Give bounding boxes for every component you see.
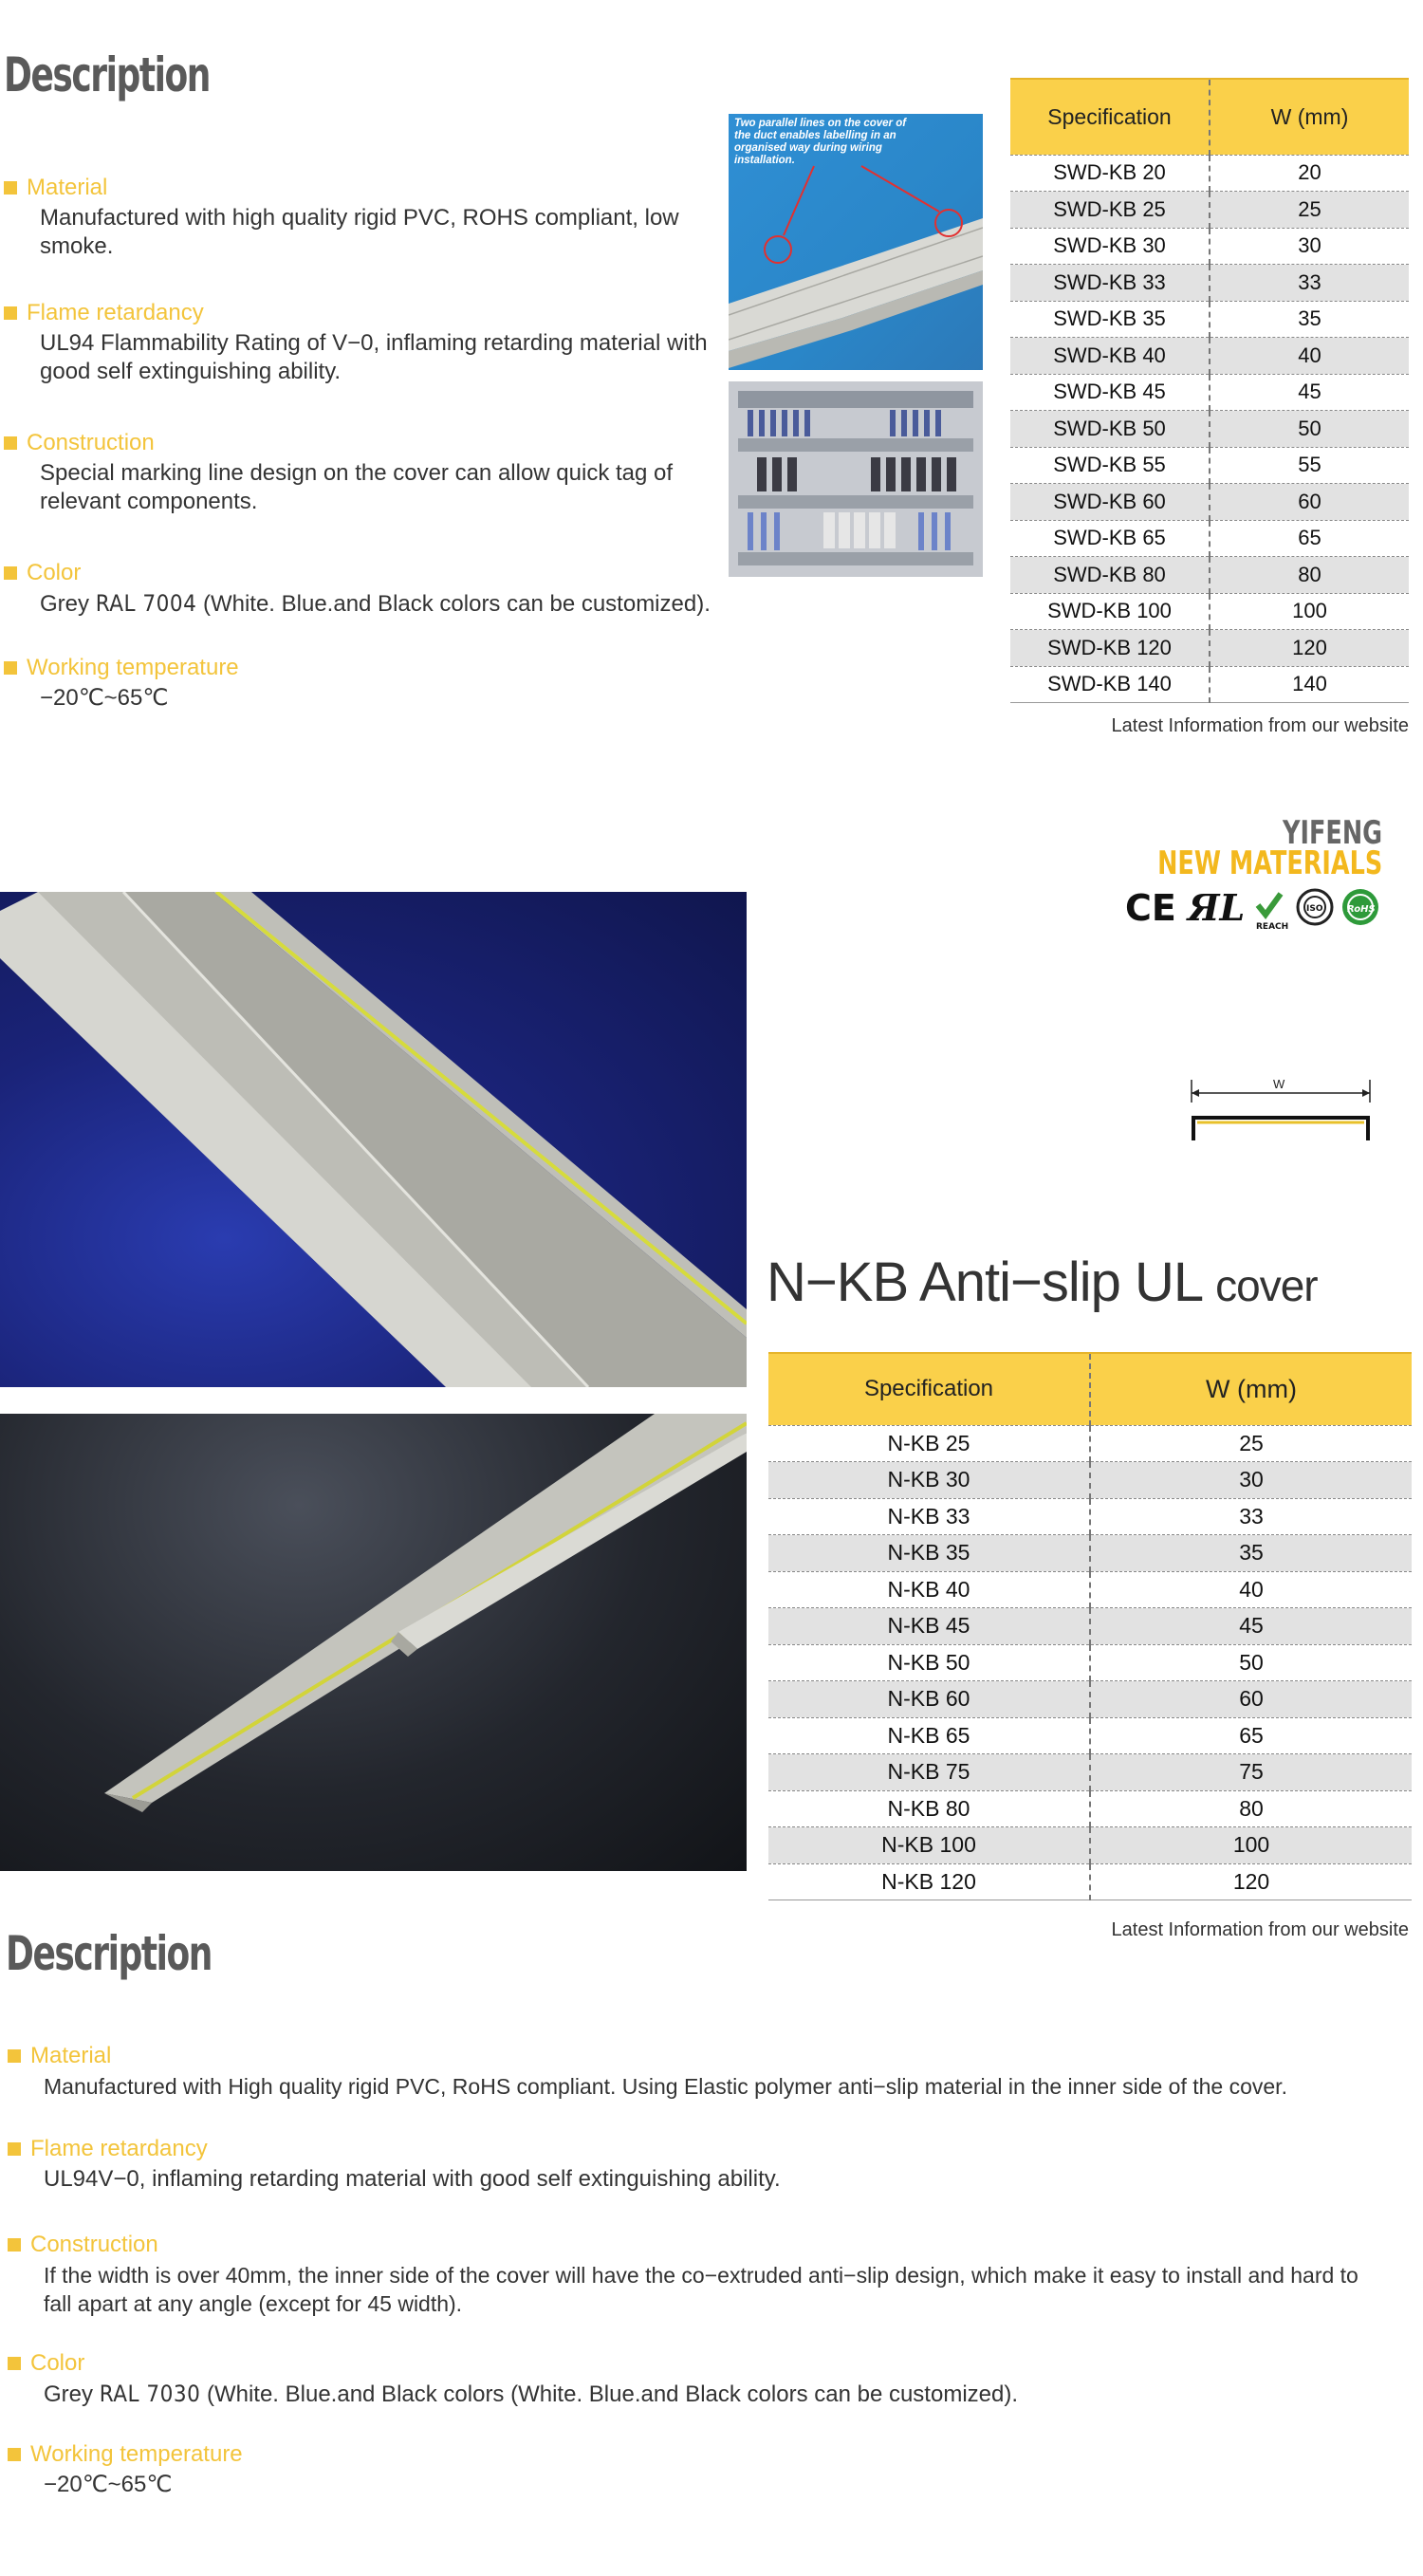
spec-cell: SWD-KB 25 — [1010, 192, 1210, 229]
column-header-width: W (mm) — [1210, 79, 1409, 155]
width-cell: 35 — [1090, 1535, 1412, 1572]
item-title: Working temperature — [30, 2441, 243, 2467]
spec-cell: N-KB 80 — [768, 1790, 1090, 1827]
width-cell: 60 — [1210, 484, 1409, 521]
width-cell: 30 — [1210, 228, 1409, 265]
bullet-icon — [4, 181, 17, 195]
table-row — [768, 1717, 1412, 1754]
brand-name-line1: YIFENG — [1282, 814, 1382, 852]
spec-cell: SWD-KB 40 — [1010, 338, 1210, 375]
color-suffix: (White. Blue.and Black colors can be customized). — [202, 591, 711, 617]
table-row — [1010, 265, 1409, 302]
width-dimension-diagram — [1186, 1074, 1376, 1150]
spec-cell: N-KB 50 — [768, 1644, 1090, 1681]
width-cell: 120 — [1090, 1863, 1412, 1900]
spec-cell: N-KB 30 — [768, 1462, 1090, 1499]
item-text: −20℃~65℃ — [44, 2472, 173, 2497]
section2-item-construction — [8, 2231, 1412, 2318]
bullet-icon — [8, 2142, 21, 2156]
color-prefix: Grey — [44, 2381, 94, 2407]
svg-text:REACH: REACH — [1256, 922, 1289, 932]
width-cell: 33 — [1090, 1498, 1412, 1535]
item-title: Flame retardancy — [27, 300, 204, 325]
table-row — [768, 1535, 1412, 1572]
spec-cell: N-KB 120 — [768, 1863, 1090, 1900]
table-row — [768, 1754, 1412, 1791]
width-label: W — [1273, 1077, 1285, 1091]
width-cell: 100 — [1090, 1827, 1412, 1864]
table-row — [768, 1425, 1412, 1462]
spec-cell: N-KB 100 — [768, 1827, 1090, 1864]
section2-title: Description — [6, 1926, 213, 1981]
anti-slip-cover-photo-bottom — [0, 1414, 747, 1871]
section2-item-color — [8, 2349, 1412, 2409]
table-row — [1010, 666, 1409, 703]
item-text: Special marking line design on the cover can allow quick tag of relevant components. — [40, 460, 674, 514]
wiring-illustration — [729, 381, 983, 577]
spec-cell: SWD-KB 65 — [1010, 520, 1210, 557]
section1-title: Description — [4, 47, 211, 102]
bullet-icon — [4, 436, 17, 450]
item-title: Working temperature — [27, 655, 239, 680]
item-title: Material — [27, 175, 108, 200]
bullet-icon — [4, 306, 17, 320]
rohs-icon — [1342, 889, 1378, 925]
item-text — [40, 589, 753, 619]
spec-cell: SWD-KB 35 — [1010, 301, 1210, 338]
spec-cell: N-KB 25 — [768, 1425, 1090, 1462]
table-row — [1010, 630, 1409, 667]
table-row — [768, 1827, 1412, 1864]
item-title: Construction — [30, 2232, 158, 2257]
spec-cell: SWD-KB 100 — [1010, 593, 1210, 630]
reach-icon — [1256, 894, 1288, 932]
item-text — [44, 2380, 1412, 2409]
section2-item-flame — [8, 2135, 1412, 2194]
section1-item-construction — [4, 429, 734, 516]
table-row — [1010, 374, 1409, 411]
table-row — [768, 1498, 1412, 1535]
certification-icons — [1121, 884, 1387, 932]
product-title — [767, 1251, 1318, 1314]
table-row — [1010, 484, 1409, 521]
section1-item-temperature — [4, 654, 478, 713]
item-title: Construction — [27, 430, 155, 455]
item-text: Manufactured with High quality rigid PVC, RoHS compliant. Using Elastic polymer anti−slip material in the inner side of the cover. — [44, 2074, 1287, 2099]
item-text: −20℃~65℃ — [40, 685, 169, 711]
bullet-icon — [8, 2357, 21, 2370]
svg-text:CE: CE — [1125, 887, 1176, 929]
table-row — [768, 1863, 1412, 1900]
svg-text:ISO: ISO — [1306, 904, 1323, 914]
iso-icon — [1298, 890, 1332, 924]
table-row — [768, 1681, 1412, 1718]
table-row — [1010, 557, 1409, 594]
table-row — [1010, 520, 1409, 557]
website-note-2: Latest Information from our website — [1111, 1919, 1409, 1940]
section2-item-material — [8, 2042, 1412, 2101]
table-row — [768, 1790, 1412, 1827]
spec-cell: N-KB 35 — [768, 1535, 1090, 1572]
bullet-icon — [8, 2238, 21, 2252]
bullet-icon — [4, 661, 17, 675]
width-cell: 80 — [1090, 1790, 1412, 1827]
spec-cell: SWD-KB 30 — [1010, 228, 1210, 265]
column-header-specification: Specification — [768, 1353, 1090, 1425]
table-row — [1010, 228, 1409, 265]
width-cell: 120 — [1210, 630, 1409, 667]
svg-text:RoHS: RoHS — [1347, 904, 1376, 915]
item-text: Manufactured with high quality rigid PVC, ROHS compliant, low smoke. — [40, 205, 679, 259]
spec-cell: N-KB 45 — [768, 1608, 1090, 1645]
section2-item-temperature — [8, 2440, 577, 2499]
width-cell: 60 — [1090, 1681, 1412, 1718]
item-title: Color — [30, 2350, 85, 2376]
spec-cell: N-KB 33 — [768, 1498, 1090, 1535]
item-title: Color — [27, 560, 82, 585]
table-row — [768, 1644, 1412, 1681]
width-cell: 33 — [1210, 265, 1409, 302]
swd-kb-spec-table — [1010, 78, 1409, 703]
width-cell: 45 — [1210, 374, 1409, 411]
width-cell: 25 — [1090, 1425, 1412, 1462]
ral-code: RAL 7004 — [95, 590, 197, 617]
spec-cell: N-KB 60 — [768, 1681, 1090, 1718]
spec-cell: N-KB 75 — [768, 1754, 1090, 1791]
table-row — [768, 1462, 1412, 1499]
n-kb-spec-table — [768, 1352, 1412, 1900]
item-text: If the width is over 40mm, the inner side of the cover will have the co−extruded anti−slip design, which make it easy to install and hard to fall apart at any angle (except for 45 width). — [44, 2263, 1358, 2316]
bullet-icon — [4, 566, 17, 580]
bullet-icon — [8, 2448, 21, 2461]
spec-cell: SWD-KB 20 — [1010, 155, 1210, 192]
anti-slip-cover-photo-top — [0, 892, 747, 1387]
cover-photo — [729, 114, 983, 370]
item-text: UL94 Flammability Rating of V−0, inflaming retarding material with good self extinguishing ability. — [40, 330, 708, 384]
column-header-specification: Specification — [1010, 79, 1210, 155]
table-row — [1010, 447, 1409, 484]
product-title-main: N−KB Anti−slip UL — [767, 1251, 1201, 1313]
width-cell: 25 — [1210, 192, 1409, 229]
spec-cell: SWD-KB 50 — [1010, 411, 1210, 448]
table-row — [768, 1608, 1412, 1645]
width-cell: 55 — [1210, 447, 1409, 484]
table-row — [1010, 593, 1409, 630]
width-cell: 30 — [1090, 1462, 1412, 1499]
color-suffix: (White. Blue.and Black colors (White. Blue.and Black colors can be customized). — [206, 2381, 1019, 2407]
spec-cell: SWD-KB 55 — [1010, 447, 1210, 484]
table-row — [768, 1571, 1412, 1608]
wiring-cabinet-photo — [729, 381, 983, 577]
product-title-small: cover — [1215, 1261, 1318, 1310]
spec-cell: SWD-KB 120 — [1010, 630, 1210, 667]
width-cell: 75 — [1090, 1754, 1412, 1791]
cover-photo-caption: Two parallel lines on the cover of the duct enables labelling in an organised way during wiring installation. — [734, 118, 907, 166]
width-cell: 50 — [1090, 1644, 1412, 1681]
section1-item-flame — [4, 299, 734, 386]
color-prefix: Grey — [40, 591, 90, 617]
spec-cell: N-KB 65 — [768, 1717, 1090, 1754]
spec-cell: SWD-KB 80 — [1010, 557, 1210, 594]
width-cell: 80 — [1210, 557, 1409, 594]
svg-text:ЯL: ЯL — [1188, 886, 1246, 929]
table-row — [1010, 155, 1409, 192]
ral-code: RAL 7030 — [99, 2381, 201, 2407]
ul-mark-icon — [1186, 886, 1245, 929]
ce-mark-icon — [1125, 887, 1176, 929]
spec-cell: SWD-KB 45 — [1010, 374, 1210, 411]
width-cell: 45 — [1090, 1608, 1412, 1645]
width-cell: 100 — [1210, 593, 1409, 630]
width-cell: 40 — [1210, 338, 1409, 375]
spec-cell: SWD-KB 33 — [1010, 265, 1210, 302]
spec-cell: SWD-KB 60 — [1010, 484, 1210, 521]
section1-item-color — [4, 559, 753, 619]
width-cell: 140 — [1210, 666, 1409, 703]
item-title: Flame retardancy — [30, 2136, 208, 2161]
width-cell: 20 — [1210, 155, 1409, 192]
width-cell: 65 — [1090, 1717, 1412, 1754]
width-cell: 65 — [1210, 520, 1409, 557]
item-title: Material — [30, 2043, 112, 2068]
table-row — [1010, 338, 1409, 375]
column-header-width: W (mm) — [1090, 1353, 1412, 1425]
item-text: UL94V−0, inflaming retarding material with good self extinguishing ability. — [44, 2166, 781, 2192]
bullet-icon — [8, 2049, 21, 2063]
spec-cell: N-KB 40 — [768, 1571, 1090, 1608]
website-note-1: Latest Information from our website — [1111, 715, 1409, 736]
width-cell: 40 — [1090, 1571, 1412, 1608]
width-cell: 50 — [1210, 411, 1409, 448]
width-cell: 35 — [1210, 301, 1409, 338]
table-row — [1010, 411, 1409, 448]
brand-name-line2: NEW MATERIALS — [1156, 844, 1382, 882]
section1-item-material — [4, 174, 734, 261]
table-row — [1010, 192, 1409, 229]
table-row — [1010, 301, 1409, 338]
spec-cell: SWD-KB 140 — [1010, 666, 1210, 703]
